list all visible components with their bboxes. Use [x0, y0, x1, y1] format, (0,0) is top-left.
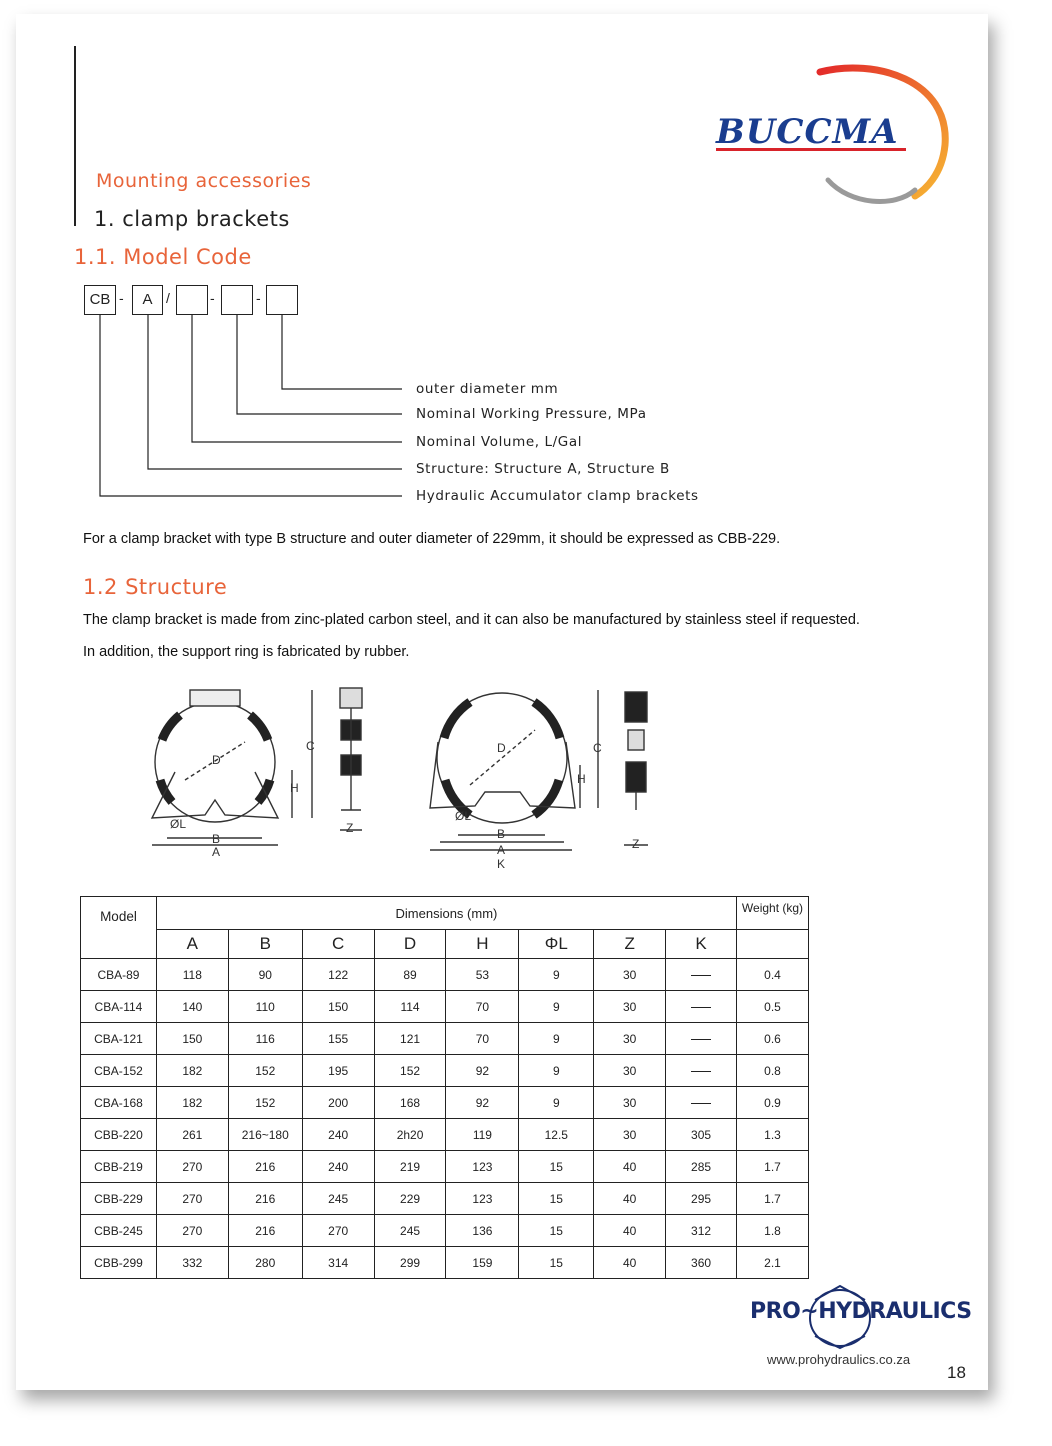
- value-cell: 314: [302, 1247, 374, 1279]
- value-cell: 1.3: [736, 1119, 808, 1151]
- value-cell: 0.9: [736, 1087, 808, 1119]
- value-cell: 90: [228, 959, 302, 991]
- value-cell: 200: [302, 1087, 374, 1119]
- dim-label-b: B: [212, 832, 221, 846]
- section-title: Mounting accessories: [96, 170, 312, 192]
- table-row: [81, 991, 809, 1023]
- dim-label-a: A: [212, 845, 221, 859]
- value-cell: 15: [519, 1247, 594, 1279]
- value-cell: 53: [446, 959, 519, 991]
- dim-label-d-b: D: [497, 741, 506, 755]
- value-cell: 12.5: [519, 1119, 594, 1151]
- value-cell: 30: [594, 1055, 666, 1087]
- value-cell: 182: [156, 1087, 228, 1119]
- table-row: [81, 959, 809, 991]
- value-cell: 15: [519, 1151, 594, 1183]
- value-cell: 70: [446, 991, 519, 1023]
- value-cell: 136: [446, 1215, 519, 1247]
- value-cell: 195: [302, 1055, 374, 1087]
- value-cell: 216: [228, 1151, 302, 1183]
- value-cell: 114: [374, 991, 446, 1023]
- value-cell: 0.6: [736, 1023, 808, 1055]
- table-row: [81, 1087, 809, 1119]
- value-cell: 92: [446, 1087, 519, 1119]
- value-cell: 295: [666, 1183, 737, 1215]
- value-cell: 229: [374, 1183, 446, 1215]
- code-label-diameter: outer diameter mm: [416, 381, 559, 397]
- dim-label-h: H: [290, 781, 299, 795]
- value-cell: 152: [228, 1087, 302, 1119]
- value-cell: 2.1: [736, 1247, 808, 1279]
- website-link[interactable]: www.prohydraulics.co.za: [767, 1352, 911, 1367]
- col-a: A: [156, 930, 228, 959]
- model-cell: CBB-220: [81, 1119, 157, 1151]
- value-cell: 15: [519, 1215, 594, 1247]
- col-b: B: [228, 930, 302, 959]
- dash-mark: [691, 975, 711, 976]
- value-cell: 1.8: [736, 1215, 808, 1247]
- clamp-bracket-drawings: [140, 680, 680, 875]
- col-d: D: [374, 930, 446, 959]
- value-cell: 155: [302, 1023, 374, 1055]
- model-cell: CBA-114: [81, 991, 157, 1023]
- table-row: [81, 1055, 809, 1087]
- value-cell: 9: [519, 959, 594, 991]
- value-cell: 0.4: [736, 959, 808, 991]
- value-cell: 216: [228, 1183, 302, 1215]
- brand-logo-text: BUCCMA: [716, 112, 899, 152]
- code-sep: -: [256, 290, 261, 306]
- model-cell: CBB-229: [81, 1183, 157, 1215]
- value-cell: 150: [156, 1023, 228, 1055]
- value-cell: 285: [666, 1151, 737, 1183]
- value-cell: 89: [374, 959, 446, 991]
- value-cell: 2h20: [374, 1119, 446, 1151]
- value-cell: 159: [446, 1247, 519, 1279]
- page-number: 18: [947, 1363, 966, 1382]
- col-h: H: [446, 930, 519, 959]
- dim-label-h-b: H: [577, 772, 586, 786]
- value-cell: 9: [519, 1055, 594, 1087]
- value-cell: [666, 1055, 737, 1087]
- value-cell: 1.7: [736, 1183, 808, 1215]
- model-cell: CBA-168: [81, 1087, 157, 1119]
- value-cell: 140: [156, 991, 228, 1023]
- value-cell: 332: [156, 1247, 228, 1279]
- value-cell: 245: [374, 1215, 446, 1247]
- model-header: Model: [81, 897, 157, 959]
- value-cell: 123: [446, 1183, 519, 1215]
- col-c: C: [302, 930, 374, 959]
- table-row: [81, 1151, 809, 1183]
- dim-label-z-b: Z: [632, 837, 640, 851]
- value-cell: 70: [446, 1023, 519, 1055]
- dimensions-table: [80, 896, 809, 1279]
- structure-paragraph-1: The clamp bracket is made from zinc-plated carbon steel, and it can also be manufactured by stainless steel if requested.: [83, 612, 860, 628]
- value-cell: [666, 1087, 737, 1119]
- col-l: ΦL: [519, 930, 594, 959]
- value-cell: 15: [519, 1183, 594, 1215]
- code-label-volume: Nominal Volume, L/Gal: [416, 434, 583, 450]
- code-label-structure: Structure: Structure A, Structure B: [416, 461, 670, 477]
- model-cell: CBA-152: [81, 1055, 157, 1087]
- dim-label-l: ØL: [170, 817, 187, 831]
- col-weight: [736, 930, 808, 959]
- value-cell: 299: [374, 1247, 446, 1279]
- code-sep: /: [166, 290, 170, 306]
- dim-label-d: D: [212, 753, 221, 767]
- value-cell: 30: [594, 1023, 666, 1055]
- value-cell: 219: [374, 1151, 446, 1183]
- value-cell: 121: [374, 1023, 446, 1055]
- table-header-row: [81, 897, 809, 930]
- value-cell: 168: [374, 1087, 446, 1119]
- value-cell: 216: [228, 1215, 302, 1247]
- value-cell: 40: [594, 1247, 666, 1279]
- value-cell: [666, 991, 737, 1023]
- weight-header: Weight (kg): [736, 897, 808, 930]
- value-cell: 40: [594, 1215, 666, 1247]
- model-cell: CBA-89: [81, 959, 157, 991]
- value-cell: 152: [374, 1055, 446, 1087]
- code-sep: -: [119, 290, 124, 306]
- value-cell: 261: [156, 1119, 228, 1151]
- model-code-title: 1.1. Model Code: [74, 245, 252, 269]
- code-box-cb: CB: [84, 285, 116, 315]
- value-cell: 0.5: [736, 991, 808, 1023]
- table-row: [81, 1119, 809, 1151]
- value-cell: 122: [302, 959, 374, 991]
- structure-title: 1.2 Structure: [83, 575, 228, 599]
- structure-paragraph-2: In addition, the support ring is fabricated by rubber.: [83, 644, 410, 660]
- model-code-example: For a clamp bracket with type B structure and outer diameter of 229mm, it should be expressed as CBB-229.: [83, 531, 781, 547]
- code-label-pressure: Nominal Working Pressure, MPa: [416, 406, 647, 422]
- model-cell: CBA-121: [81, 1023, 157, 1055]
- table-column-row: [81, 930, 809, 959]
- dim-label-z: Z: [346, 821, 354, 835]
- value-cell: 150: [302, 991, 374, 1023]
- value-cell: [666, 1023, 737, 1055]
- page-heading: 1. clamp brackets: [94, 207, 290, 231]
- value-cell: 240: [302, 1119, 374, 1151]
- value-cell: 182: [156, 1055, 228, 1087]
- dash-mark: [691, 1039, 711, 1040]
- value-cell: 30: [594, 991, 666, 1023]
- value-cell: 9: [519, 991, 594, 1023]
- dash-mark: [691, 1103, 711, 1104]
- value-cell: 110: [228, 991, 302, 1023]
- value-cell: 40: [594, 1183, 666, 1215]
- dim-label-b-b: B: [497, 827, 506, 841]
- model-cell: CBB-219: [81, 1151, 157, 1183]
- dash-mark: [691, 1007, 711, 1008]
- value-cell: 305: [666, 1119, 737, 1151]
- value-cell: 1.7: [736, 1151, 808, 1183]
- value-cell: 116: [228, 1023, 302, 1055]
- table-row: [81, 1215, 809, 1247]
- value-cell: 92: [446, 1055, 519, 1087]
- value-cell: 40: [594, 1151, 666, 1183]
- value-cell: 30: [594, 1087, 666, 1119]
- dim-label-a-b: A: [497, 843, 506, 857]
- code-box-structure: A: [132, 285, 163, 315]
- value-cell: 245: [302, 1183, 374, 1215]
- value-cell: 270: [302, 1215, 374, 1247]
- code-label-type: Hydraulic Accumulator clamp brackets: [416, 488, 699, 504]
- value-cell: 270: [156, 1183, 228, 1215]
- code-sep: -: [210, 290, 215, 306]
- value-cell: 270: [156, 1151, 228, 1183]
- dim-label-k: K: [497, 857, 506, 871]
- value-cell: 240: [302, 1151, 374, 1183]
- value-cell: [666, 959, 737, 991]
- value-cell: 118: [156, 959, 228, 991]
- value-cell: 312: [666, 1215, 737, 1247]
- dim-label-l-b: ØL: [455, 809, 472, 823]
- company-name: PRO~HYDRAULICS: [750, 1299, 972, 1324]
- value-cell: 216~180: [228, 1119, 302, 1151]
- model-cell: CBB-245: [81, 1215, 157, 1247]
- value-cell: 119: [446, 1119, 519, 1151]
- table-row: [81, 1023, 809, 1055]
- model-cell: CBB-299: [81, 1247, 157, 1279]
- value-cell: 30: [594, 959, 666, 991]
- dimensions-header: Dimensions (mm): [156, 897, 736, 930]
- value-cell: 270: [156, 1215, 228, 1247]
- value-cell: 280: [228, 1247, 302, 1279]
- value-cell: 152: [228, 1055, 302, 1087]
- value-cell: 30: [594, 1119, 666, 1151]
- value-cell: 123: [446, 1151, 519, 1183]
- table-row: [81, 1183, 809, 1215]
- dash-mark: [691, 1071, 711, 1072]
- value-cell: 9: [519, 1087, 594, 1119]
- value-cell: 360: [666, 1247, 737, 1279]
- dim-label-c-b: C: [593, 741, 602, 755]
- value-cell: 0.8: [736, 1055, 808, 1087]
- value-cell: 9: [519, 1023, 594, 1055]
- col-k: K: [666, 930, 737, 959]
- col-z: Z: [594, 930, 666, 959]
- dim-label-c: C: [306, 739, 315, 753]
- table-row: [81, 1247, 809, 1279]
